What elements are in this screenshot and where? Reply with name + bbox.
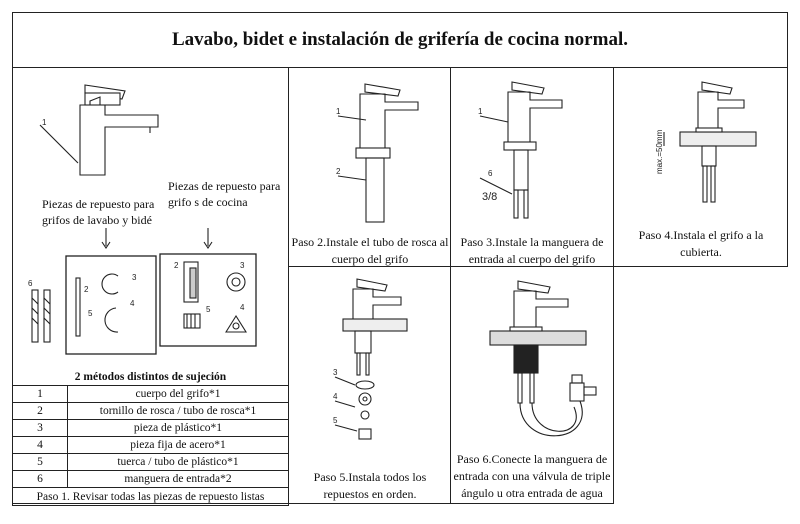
basin-kit-drawing: [26, 228, 146, 358]
step5-label-3: 3: [333, 368, 338, 377]
step3-caption: Paso 3.Instale la manguera de entrada al cuerpo del grifo: [460, 235, 604, 266]
basin-label-4: 4: [130, 299, 135, 308]
row-item: pieza fija de acero*1: [68, 437, 289, 454]
step4-dim-label: max.=50mm: [655, 129, 664, 174]
callout-1: 1: [42, 118, 47, 127]
step2-label-2: 2: [336, 167, 341, 176]
page-title: Lavabo, bidet e instalación de grifería de cocina normal.: [12, 12, 788, 68]
step3-label-6: 6: [488, 169, 493, 178]
row-number: 6: [13, 471, 68, 488]
row-number: 2: [13, 403, 68, 420]
table-heading: 2 métodos distintos de sujeción: [74, 371, 227, 383]
kitchen-label-2: 2: [174, 261, 179, 270]
step4-drawing: [640, 78, 760, 218]
step4-caption: Paso 4.Instala el grifo a la cubierta.: [638, 228, 764, 259]
basin-label-6: 6: [28, 279, 33, 288]
row-item: pieza de plástico*1: [68, 420, 289, 437]
basin-kit-title: Piezas de repuesto para grifos de lavabo y bidé: [42, 197, 155, 227]
step5-drawing: [325, 275, 425, 455]
kitchen-kit-title: Piezas de repuesto para grifo s de cocina: [168, 179, 281, 209]
basin-label-3: 3: [132, 273, 137, 282]
row-item: tornillo de rosca / tubo de rosca*1: [68, 403, 289, 420]
kitchen-label-4: 4: [240, 303, 245, 312]
step3-label-3-8: 3/8: [482, 191, 498, 203]
table-row: [13, 386, 289, 403]
row-number: 1: [13, 386, 68, 403]
step3-drawing: [470, 78, 590, 228]
step5-caption: Paso 5.Instala todos los repuestos en orden.: [313, 470, 427, 501]
parts-table: [12, 369, 289, 506]
row-number: 3: [13, 420, 68, 437]
table-row: [13, 420, 289, 437]
step5-label-5: 5: [333, 416, 338, 425]
row-item: cuerpo del grifo*1: [68, 386, 289, 403]
kitchen-label-5: 5: [206, 305, 211, 314]
row-number: 5: [13, 454, 68, 471]
row-item: manguera de entrada*2: [68, 471, 289, 488]
basin-label-2: 2: [84, 285, 89, 294]
kitchen-kit-drawing: [160, 228, 260, 348]
row-number: 4: [13, 437, 68, 454]
step5-label-4: 4: [333, 392, 338, 401]
step6-drawing: [478, 275, 598, 450]
kitchen-label-3: 3: [240, 261, 245, 270]
basin-faucet-drawing: [30, 75, 180, 195]
table-row: [13, 437, 289, 454]
step2-drawing: [330, 80, 430, 230]
step2-label-1: 1: [336, 107, 341, 116]
table-row: [13, 454, 289, 471]
step3-label-1: 1: [478, 107, 483, 116]
table-footer: Paso 1. Revisar todas las piezas de repuesto listas: [13, 488, 289, 506]
step2-caption: Paso 2.Instale el tubo de rosca al cuerpo del grifo: [291, 235, 449, 266]
basin-label-5: 5: [88, 309, 93, 318]
table-row: [13, 403, 289, 420]
row-item: tuerca / tubo de plástico*1: [68, 454, 289, 471]
step6-caption: Paso 6.Conecte la manguera de entrada con una válvula de triple ángulo u otra entrada de agua: [453, 452, 611, 500]
table-row: [13, 471, 289, 488]
